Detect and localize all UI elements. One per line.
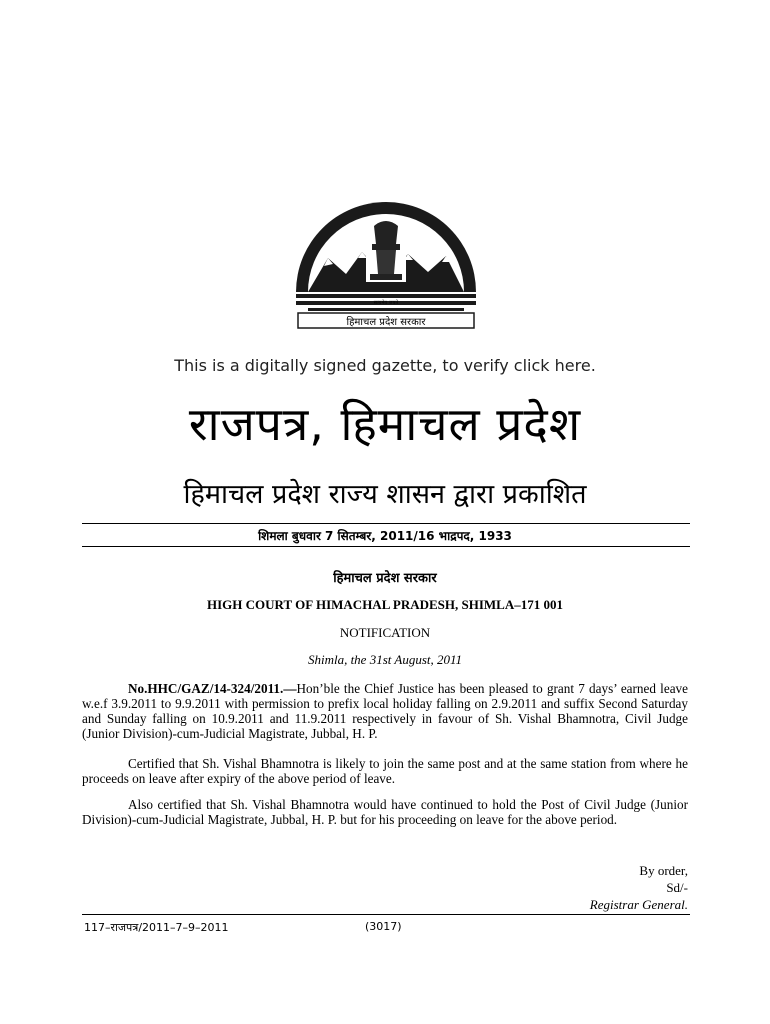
place-date: Shimla, the 31st August, 2011 [307, 652, 463, 667]
footer-divider [82, 914, 690, 915]
notification-number: No.HHC/GAZ/14-324/2011.— [128, 681, 297, 696]
page-number: (3017) [365, 920, 402, 933]
by-order: By order, [639, 863, 688, 878]
emblem-motto: सत्यमेव जयते [373, 300, 399, 306]
verify-signature-link[interactable]: This is a digitally signed gazette, to verify click here. [174, 356, 596, 375]
date-divider [82, 546, 690, 547]
signoff-block [590, 862, 688, 913]
emblem-label: हिमाचल प्रदेश सरकार [346, 317, 426, 328]
issue-date: शिमला बुधवार 7 सितम्बर, 2011/16 भाद्रपद, 1933 [258, 529, 512, 543]
paragraph-2 [82, 756, 688, 794]
paragraph-1-text: Hon’ble the Chief Justice has been pleased to grant 7 days’ earned leave w.e.f 3.9.2011 to 9.9.2011 with permission to prefix local holiday falling on 2.9.2011 and suffix Second Saturday and Sunday falling on 10.9.2011 and 11.9.2011 respectively in favour of Sh. Vishal Bhamnotra, Civil Judge (Junior Division)-cum-Judicial Magistrate, Jubbal, H. P. [82, 681, 688, 741]
signatory-designation: Registrar General. [589, 897, 688, 912]
paragraph-3 [82, 797, 688, 835]
top-divider [82, 523, 690, 524]
court-heading: HIGH COURT OF HIMACHAL PRADESH, SHIMLA–171 001 [207, 597, 563, 612]
notification-heading: NOTIFICATION [339, 625, 431, 640]
state-emblem [288, 196, 484, 330]
gazette-title: राजपत्र, हिमाचल प्रदेश [188, 397, 582, 451]
paragraph-2-text: Certified that Sh. Vishal Bhamnotra is likely to join the same post and at the same station from where he proceeds on leave after expiry of the above period of leave. [82, 756, 688, 786]
paragraph-3-text: Also certified that Sh. Vishal Bhamnotra would have continued to hold the Post of Civil Judge (Junior Division)-cum-Judicial Magistrate, Jubbal, H. P. but for his proceeding on leave for the above period. [82, 797, 688, 827]
signature-mark: Sd/- [666, 880, 688, 895]
gazette-subtitle: हिमाचल प्रदेश राज्य शासन द्वारा प्रकाशित [183, 479, 587, 510]
footer-reference: 117–राजपत्र/2011–7–9–2011 [84, 921, 229, 934]
paragraph-1 [82, 681, 688, 749]
government-heading: हिमाचल प्रदेश सरकार [333, 571, 437, 586]
